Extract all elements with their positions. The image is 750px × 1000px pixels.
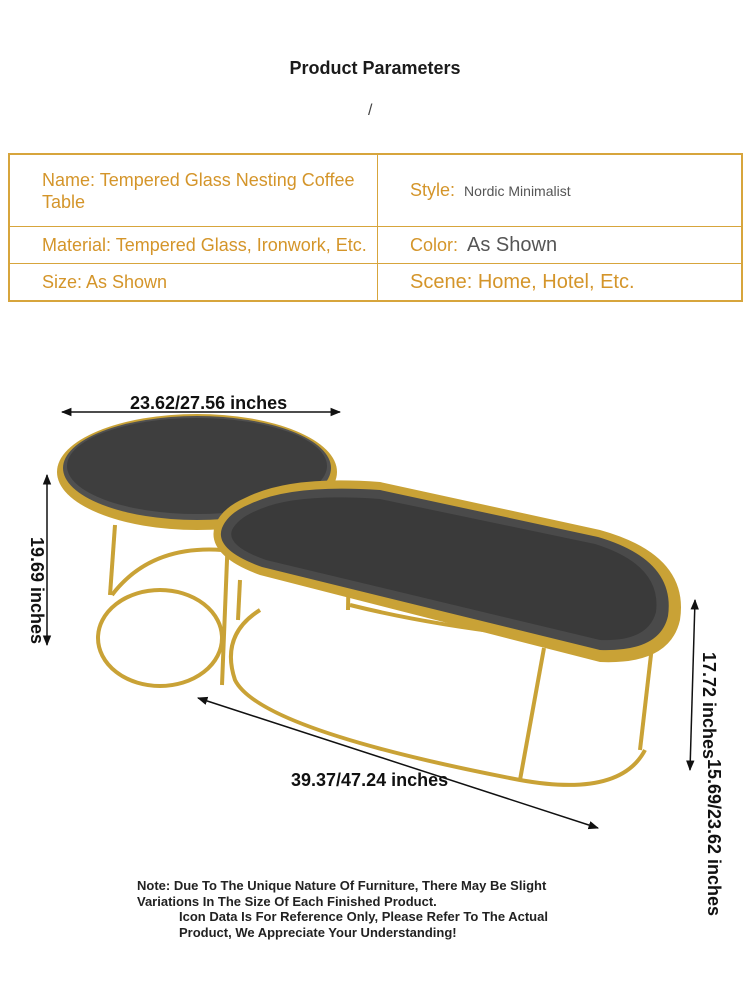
param-color-value: As Shown xyxy=(467,234,558,257)
disclaimer-note xyxy=(137,878,567,940)
param-material: Material: Tempered Glass, Ironwork, Etc. xyxy=(9,227,378,264)
right-height-arrow xyxy=(690,600,695,770)
note-line-1: Note: Due To The Unique Nature Of Furniture, There May Be Slight Variations In The Size Of Each Finished Product. xyxy=(137,878,547,909)
param-scene: Scene: Home, Hotel, Etc. xyxy=(378,263,743,301)
large-table-top xyxy=(213,480,681,662)
parameters-table xyxy=(8,153,743,302)
param-style-value: Nordic Minimalist xyxy=(464,183,571,200)
length-label: 39.37/47.24 inches xyxy=(291,770,449,790)
length-arrow xyxy=(198,698,598,828)
param-style xyxy=(378,154,743,227)
left-height-label: 19.69 inches xyxy=(27,536,48,645)
param-style-label: Style: xyxy=(410,180,456,201)
param-size: Size: As Shown xyxy=(9,263,378,301)
note-line-2: Icon Data Is For Reference Only, Please Refer To The Actual Product, We Appreciate Your Understanding! xyxy=(179,909,548,940)
param-color xyxy=(378,227,743,264)
title-separator: / xyxy=(368,102,373,119)
page-title: Product Parameters xyxy=(289,58,461,78)
table-row xyxy=(9,227,742,264)
right-width-label: 15.69/23.62 inches xyxy=(704,758,725,917)
right-height-label: 17.72 inches xyxy=(699,651,720,760)
top-width-label: 23.62/27.56 inches xyxy=(130,393,288,413)
table-row xyxy=(9,154,742,227)
table-row xyxy=(9,263,742,301)
param-name: Name: Tempered Glass Nesting Coffee Table xyxy=(9,154,378,227)
param-color-label: Color: xyxy=(410,235,459,256)
